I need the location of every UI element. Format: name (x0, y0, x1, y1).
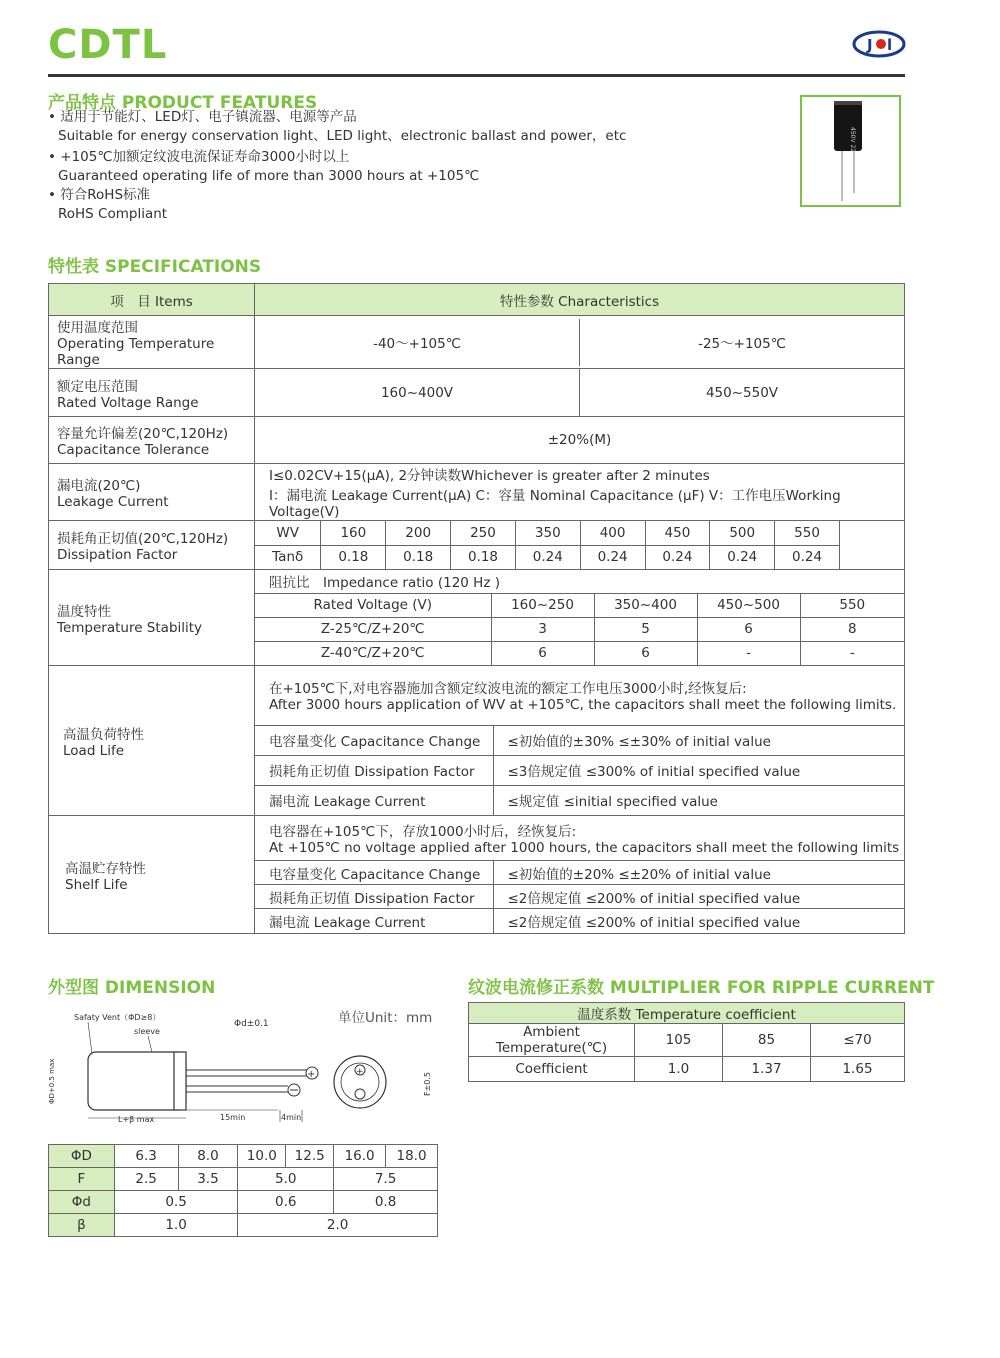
phiD-label: ΦD (49, 1145, 115, 1168)
feature-cn: +105℃加额定纹波电流保证寿命3000小时以上 (60, 149, 350, 165)
table-row (49, 666, 905, 816)
value: 450~550V (705, 384, 779, 401)
limit-item: 漏电流 Leakage Current (255, 909, 493, 933)
lead-dia-label: Φd±0.1 (234, 1019, 269, 1029)
limit-item: 电容量变化 Capacitance Change (255, 861, 493, 885)
page-title: CDTL (48, 22, 168, 68)
table-cell: 160~250 (491, 593, 594, 617)
svg-text:+: + (356, 1067, 364, 1077)
feature-item-1: • 适用于节能灯、LED灯、电子镇流器、电源等产品 Suitable for energy conservation light、LED light、electronic ballast and power，etc (48, 109, 627, 144)
pitch-label: F±0.5 (423, 1071, 432, 1096)
item-cn: 温度特性 (57, 603, 111, 620)
table-cell: 6 (491, 641, 594, 665)
jd-logo (852, 30, 906, 58)
item-cn: 容量允许偏差(20℃,120Hz) (57, 426, 229, 442)
leakage-formula: I≤0.02CV+15(μA), 2分钟读数Whichever is greater after 2 minutes (269, 468, 710, 484)
limit-item: 漏电流 Leakage Current (255, 785, 493, 815)
limit-value: ≤3倍规定值 ≤300% of initial specified value (493, 755, 904, 785)
table-cell: 0.18 (386, 545, 451, 569)
z40-label: Z-40℃/Z+20℃ (255, 641, 491, 665)
item-en: Temperature Stability (57, 619, 203, 636)
col-items: 项 目 Items (49, 284, 255, 316)
table-cell: 200 (386, 521, 451, 545)
table-cell: 0.24 (645, 545, 710, 569)
table-cell: 1.37 (723, 1057, 811, 1082)
table-row (49, 816, 905, 934)
table-cell: ≤70 (811, 1024, 905, 1057)
item-cn: 损耗角正切值(20℃,120Hz) (57, 531, 229, 547)
table-cell: 0.18 (451, 545, 516, 569)
phid-label: Φd (49, 1191, 115, 1214)
table-cell: 5.0 (238, 1168, 334, 1191)
item-cn: 使用温度范围 (57, 320, 138, 336)
capacitor-image (802, 97, 899, 205)
table-cell: 12.5 (286, 1145, 334, 1168)
limit-item: 损耗角正切值 Dissipation Factor (255, 885, 493, 909)
rv-label: Rated Voltage (V) (255, 593, 491, 617)
table-cell: 5 (594, 617, 697, 641)
product-photo (800, 95, 901, 207)
table-cell: 550 (775, 521, 840, 545)
table-row (49, 464, 905, 521)
svg-text:l: l (887, 36, 893, 54)
table-cell: 10.0 (238, 1145, 286, 1168)
table-cell: 3 (491, 617, 594, 641)
load-intro-en: After 3000 hours application of WV at +105℃, the capacitors shall meet the following limits. (269, 697, 897, 714)
specs-heading: 特性表 SPECIFICATIONS (48, 257, 262, 277)
table-header-row (49, 284, 905, 316)
table-cell: 0.24 (710, 545, 775, 569)
table-cell: 250 (451, 521, 516, 545)
table-cell: 450~500 (697, 593, 800, 617)
value: ±20%(M) (255, 417, 905, 464)
limit-item: 损耗角正切值 Dissipation Factor (255, 755, 493, 785)
limit-value: ≤规定值 ≤initial specified value (493, 785, 904, 815)
table-cell: 85 (723, 1024, 811, 1057)
dimension-table (48, 1144, 438, 1237)
svg-text:+: + (307, 1069, 316, 1080)
item-cn: 漏电流(20℃) (57, 478, 141, 494)
table-cell: 400 (580, 521, 645, 545)
table-cell: 0.5 (114, 1191, 238, 1214)
item-en: Capacitance Tolerance (57, 442, 210, 458)
ripple-heading: 纹波电流修正系数 MULTIPLIER FOR RIPPLE CURRENT (468, 978, 935, 998)
limit-value: ≤初始值的±20% ≤±20% of initial value (493, 861, 904, 885)
value: -25～+105℃ (698, 336, 786, 352)
load-intro-cn: 在+105℃下,对电容器施加含额定纹波电流的额定工作电压3000小时,经恢复后: (269, 681, 747, 698)
z25-label: Z-25℃/Z+20℃ (255, 617, 491, 641)
leakage-legend: I：漏电流 Leakage Current(μA) C：容量 Nominal Capacitance (μF) V：工作电压Working Voltage(V) (269, 488, 841, 520)
limit-item: 电容量变化 Capacitance Change (255, 725, 493, 755)
table-row (49, 369, 905, 417)
dia-max-label: ΦD+0.5 max (48, 1058, 56, 1104)
table-row (255, 909, 904, 933)
table-cell: 350~400 (594, 593, 697, 617)
unit-label: 单位Unit：mm (338, 1010, 433, 1026)
table-cell: 450 (645, 521, 710, 545)
F-label: F (49, 1168, 115, 1191)
table-row (255, 861, 904, 885)
header-divider (48, 74, 905, 77)
item-en: Dissipation Factor (57, 547, 178, 563)
table-cell: 0.24 (515, 545, 580, 569)
item-en: Rated Voltage Range (57, 394, 199, 411)
table-cell: 7.5 (334, 1168, 438, 1191)
svg-text:J: J (867, 36, 873, 54)
value: -40～+105℃ (255, 319, 580, 366)
table-cell: 160 (321, 521, 386, 545)
table-row (49, 570, 905, 666)
feature-en: Suitable for energy conservation light、LED light、electronic ballast and power，etc (58, 128, 627, 144)
value: 160~400V (255, 369, 580, 416)
table-cell: 0.18 (321, 545, 386, 569)
ripple-header: 温度系数 Temperature coefficient (469, 1003, 905, 1024)
wv-label: WV (255, 521, 321, 545)
feature-cn: 适用于节能灯、LED灯、电子镇流器、电源等产品 (60, 109, 357, 125)
feature-cn: 符合RoHS标准 (60, 187, 151, 203)
coef-label: Coefficient (469, 1057, 635, 1082)
table-row (255, 725, 904, 755)
impedance-ratio: 阻抗比 Impedance ratio (120 Hz ) (255, 570, 904, 593)
item-cn: 高温负荷特性 (63, 726, 144, 743)
specifications-table (48, 283, 905, 934)
table-cell: 6 (697, 617, 800, 641)
table-cell: - (800, 641, 904, 665)
feature-en: RoHS Compliant (58, 206, 168, 222)
tan-label: Tanδ (255, 545, 321, 569)
dimension-drawing (48, 1006, 448, 1126)
feature-item-3: • 符合RoHS标准 RoHS Compliant (48, 187, 168, 222)
table-cell: 1.0 (114, 1214, 238, 1237)
feature-item-2: • +105℃加额定纹波电流保证寿命3000小时以上 Guaranteed operating life of more than 3000 hours at +105℃ (48, 149, 480, 184)
dimension-heading: 外型图 DIMENSION (48, 978, 216, 998)
table-cell: 6 (594, 641, 697, 665)
table-cell: - (697, 641, 800, 665)
lead-15min-label: 15min (220, 1113, 246, 1122)
table-cell: 1.65 (811, 1057, 905, 1082)
table-cell: 350 (515, 521, 580, 545)
table-cell: 0.8 (334, 1191, 438, 1214)
item-cn: 高温贮存特性 (65, 860, 146, 877)
table-row (255, 885, 904, 909)
lead-4min-label: 4min (281, 1113, 302, 1122)
item-cn: 额定电压范围 (57, 378, 138, 395)
table-cell: 105 (635, 1024, 723, 1057)
table-row (49, 417, 905, 464)
length-max-label: L+β max (118, 1115, 155, 1124)
limit-value: ≤初始值的±30% ≤±30% of initial value (493, 725, 904, 755)
table-cell: 0.6 (238, 1191, 334, 1214)
table-row (255, 755, 904, 785)
table-cell: 0.24 (580, 545, 645, 569)
svg-text:450V 22: 450V 22 (849, 127, 856, 153)
sleeve-label: sleeve (134, 1027, 160, 1036)
table-cell: 6.3 (114, 1145, 178, 1168)
temp-label: Ambient Temperature(℃) (469, 1024, 635, 1057)
table-cell: 2.0 (238, 1214, 438, 1237)
limit-value: ≤2倍规定值 ≤200% of initial specified value (493, 909, 904, 933)
ripple-table (468, 1002, 905, 1082)
table-row (49, 316, 905, 369)
shelf-intro-cn: 电容器在+105℃下，存放1000小时后，经恢复后: (269, 824, 577, 841)
table-cell: 18.0 (386, 1145, 438, 1168)
table-cell: 8 (800, 617, 904, 641)
table-cell: 550 (800, 593, 904, 617)
table-cell: 3.5 (178, 1168, 238, 1191)
table-cell: 16.0 (334, 1145, 386, 1168)
features-heading: 产品特点 PRODUCT FEATURES (48, 93, 318, 113)
vent-label: Safaty Vent（ΦD≥8） (74, 1013, 161, 1022)
col-characteristics: 特性参数 Characteristics (255, 284, 905, 316)
item-en: Load Life (63, 742, 125, 759)
limit-value: ≤2倍规定值 ≤200% of initial specified value (493, 885, 904, 909)
feature-en: Guaranteed operating life of more than 3000 hours at +105℃ (58, 168, 480, 184)
table-cell: 1.0 (635, 1057, 723, 1082)
table-cell: 500 (710, 521, 775, 545)
beta-label: β (49, 1214, 115, 1237)
table-row (255, 785, 904, 815)
item-en: Leakage Current (57, 494, 169, 510)
item-en: Shelf Life (65, 876, 128, 893)
table-cell: 0.24 (775, 545, 840, 569)
table-cell: 8.0 (178, 1145, 238, 1168)
item-en: Operating Temperature Range (57, 336, 215, 368)
table-row (49, 521, 905, 570)
table-cell: 2.5 (114, 1168, 178, 1191)
shelf-intro-en: At +105℃ no voltage applied after 1000 hours, the capacitors shall meet the following limits (269, 840, 900, 857)
